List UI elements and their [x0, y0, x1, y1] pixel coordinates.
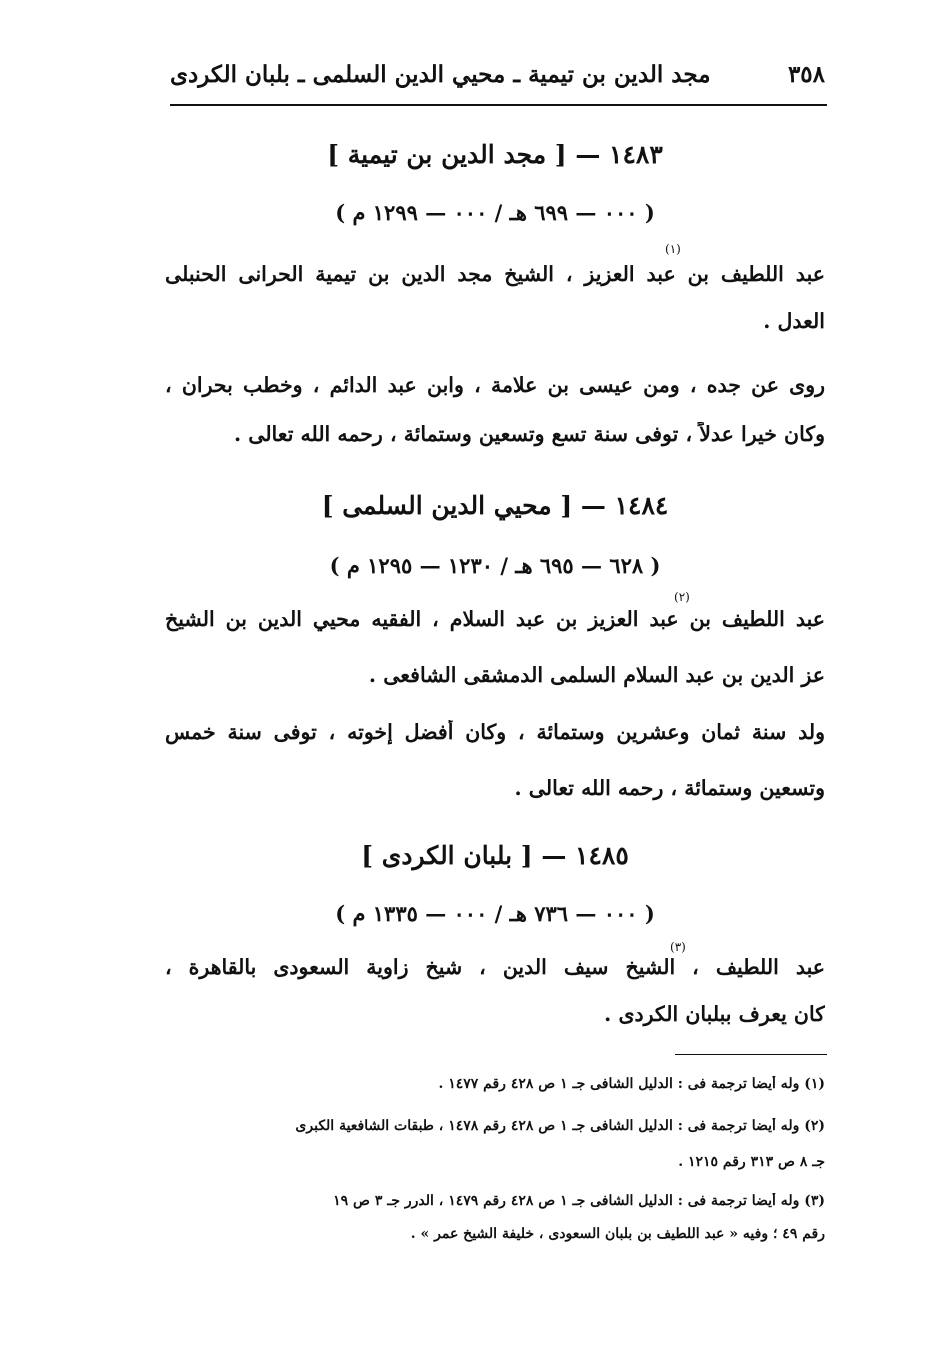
- entry-line: عز الدين بن عبد السلام السلمى الدمشقى الشافعى .: [368, 663, 825, 687]
- entry-line: عبد اللطيف ، الشيخ سيف الدين ، شيخ زاوية السعودى بالقاهرة ،: [165, 955, 825, 979]
- entry-dates: ( ٠٠٠ — ٦٩٩ هـ / ٠٠٠ — ١٢٩٩ م ): [335, 200, 655, 225]
- entry-title: ١٤٨٥ — [ بلبان الكردى ]: [361, 841, 629, 870]
- footnote-line: جـ ٨ ص ٣١٣ رقم ١٢١٥ .: [678, 1154, 825, 1170]
- entry-dates: ( ٠٠٠ — ٧٣٦ هـ / ٠٠٠ — ١٣٣٥ م ): [335, 901, 655, 926]
- footnote-rule: [675, 1054, 827, 1055]
- entry-dates: ( ٦٢٨ — ٦٩٥ هـ / ١٢٣٠ — ١٢٩٥ م ): [329, 553, 661, 578]
- header-rule: [170, 104, 827, 106]
- entry-line: ولد سنة ثمان وعشرين وستمائة ، وكان أفضل إخوته ، توفى سنة خمس: [165, 720, 825, 744]
- entry-line: وتسعين وستمائة ، رحمه الله تعالى .: [514, 776, 825, 800]
- page-number: ٣٥٨: [787, 60, 825, 88]
- running-header: [170, 52, 825, 96]
- entry-line: عبد اللطيف بن عبد العزيز ، الشيخ مجد الدين بن تيمية الحرانى الحنبلى: [165, 262, 825, 286]
- footnote-line: (٢) وله أيضا ترجمة فى : الدليل الشافى جـ ١ ص ٤٢٨ رقم ١٤٧٨ ، طبقات الشافعية الكبرى: [295, 1118, 825, 1134]
- footnote-ref: (١): [665, 242, 681, 256]
- entry-line: وكان خيرا عدلاً ، توفى سنة تسع وتسعين وستمائة ، رحمه الله تعالى .: [233, 422, 825, 446]
- running-title: مجد الدين بن تيمية ـ محيي الدين السلمى ـ بلبان الكردى: [170, 60, 711, 88]
- footnote-ref: (٢): [674, 590, 690, 604]
- entry-line: عبد اللطيف بن عبد العزيز بن عبد السلام ، الفقيه محيي الدين بن الشيخ: [165, 607, 825, 631]
- footnote-line: (٣) وله أيضا ترجمة فى : الدليل الشافى جـ ١ ص ٤٢٨ رقم ١٤٧٩ ، الدرر جـ ٣ ص ١٩: [333, 1193, 825, 1209]
- entry-line: العدل .: [763, 309, 825, 333]
- footnote-line: (١) وله أيضا ترجمة فى : الدليل الشافى جـ ١ ص ٤٢٨ رقم ١٤٧٧ .: [438, 1076, 825, 1092]
- entry-line: كان يعرف ببلبان الكردى .: [604, 1002, 825, 1026]
- footnote-line: رقم ٤٩ ؛ وفيه « عبد اللطيف بن بلبان السعودى ، خليفة الشيخ عمر » .: [410, 1226, 825, 1242]
- footnote-ref: (٣): [670, 940, 686, 954]
- entry-line: روى عن جده ، ومن عيسى بن علامة ، وابن عبد الدائم ، وخطب بحران ،: [165, 373, 825, 397]
- entry-title: ١٤٨٣ — [ مجد الدين بن تيمية ]: [327, 140, 663, 169]
- entry-title: ١٤٨٤ — [ محيي الدين السلمى ]: [321, 491, 669, 520]
